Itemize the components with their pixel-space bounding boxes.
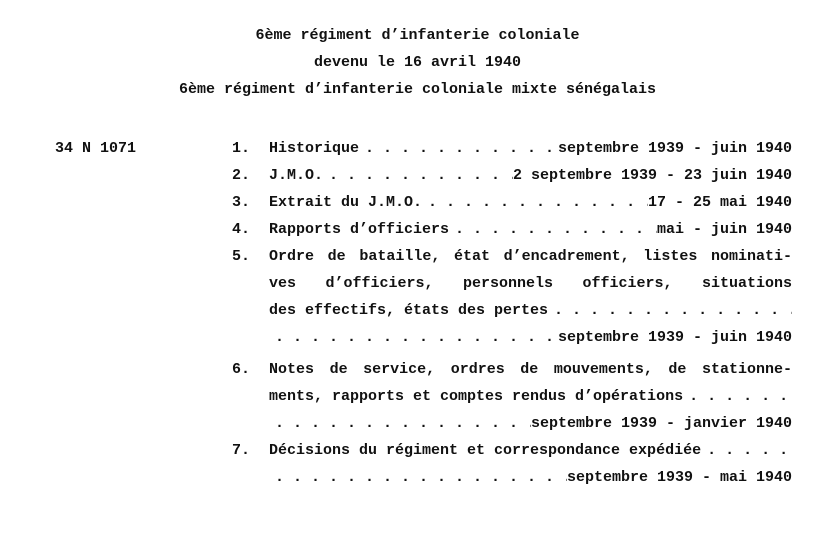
archive-reference: 34 N 1071 [55,140,137,157]
item-title: Historique [269,140,360,157]
leader-dots [701,437,792,464]
list-item [232,189,792,216]
item-title-line: Ordre de bataille, état d’encadrement, listes nominati- [269,248,792,265]
document-header [0,22,835,103]
item-title-line: Notes de service, ordres de mouvements, de stationne- [269,361,792,378]
leader-dots [548,297,792,324]
list-item [232,356,792,437]
leader-dots [269,410,531,437]
list-item [232,162,792,189]
item-title-line: des effectifs, états des pertes [269,302,549,319]
leader-dots [449,216,657,243]
header-line-2: devenu le 16 avril 1940 [313,54,522,71]
leader-dots [323,162,513,189]
list-item [232,437,792,491]
leader-dots [269,464,567,491]
item-date: 2 septembre 1939 - 23 juin 1940 [512,167,792,184]
item-number: 4. [232,221,251,238]
item-number: 7. [232,442,251,459]
item-number: 6. [232,361,251,378]
inventory-list [232,135,792,491]
leader-dots [359,135,558,162]
list-item [232,216,792,243]
leader-dots [269,324,558,351]
item-title-line: Décisions du régiment et correspondance expédiée [269,442,702,459]
leader-dots [683,383,792,410]
item-title: Rapports d’officiers [269,221,450,238]
item-title: Extrait du J.M.O. [269,194,423,211]
header-line-3: 6ème régiment d’infanterie coloniale mixte sénégalais [178,81,657,98]
item-date: septembre 1939 - mai 1940 [566,469,792,486]
item-date: septembre 1939 - janvier 1940 [530,415,792,432]
item-date: 17 - 25 mai 1940 [647,194,792,211]
item-number: 1. [232,140,251,157]
header-line-1: 6ème régiment d’infanterie coloniale [255,27,580,44]
item-number: 2. [232,167,251,184]
item-title-line: ves d’officiers, personnels officiers, situations [269,275,792,292]
item-title: J.M.O. [269,167,324,184]
item-date: mai - juin 1940 [656,221,792,238]
item-number: 5. [232,248,251,265]
item-date: septembre 1939 - juin 1940 [557,329,792,346]
list-item [232,135,792,162]
item-date: septembre 1939 - juin 1940 [557,140,792,157]
list-item [232,243,792,351]
item-title-line: ments, rapports et comptes rendus d’opérations [269,388,684,405]
leader-dots [422,189,648,216]
item-number: 3. [232,194,251,211]
